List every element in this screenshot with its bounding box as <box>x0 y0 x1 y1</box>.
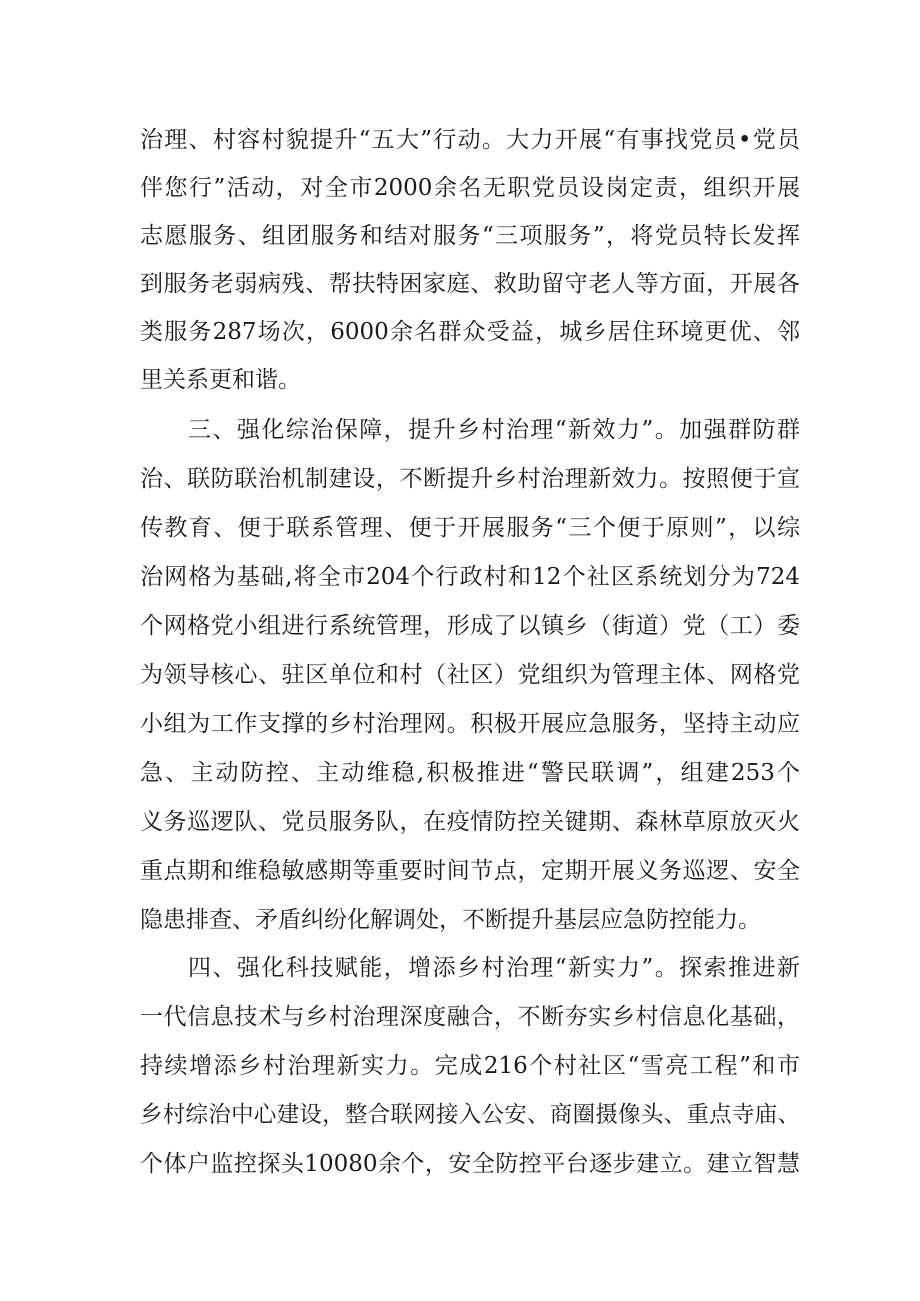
text-line: 义务巡逻队、党员服务队，在疫情防控关键期、森林草原放灭火 <box>140 809 800 835</box>
text-line: 一代信息技术与乡村治理深度融合，不断夯实乡村信息化基础， <box>140 1004 800 1030</box>
text-line: 乡村综治中心建设，整合联网接入公安、商圈摄像头、重点寺庙、 <box>140 1102 800 1128</box>
paragraph-heading-line: 三、强化综治保障，提升乡村治理“新效力”。加强群防群 <box>188 417 800 443</box>
text-line: 治、联防联治机制建设，不断提升乡村治理新效力。按照便于宣 <box>140 466 800 492</box>
text-line: 类服务287场次，6000余名群众受益，城乡居住环境更优、邻 <box>140 319 800 345</box>
text-line: 小组为工作支撑的乡村治理网。积极开展应急服务，坚持主动应 <box>140 711 800 737</box>
text-line: 持续增添乡村治理新实力。完成216个村社区“雪亮工程”和市 <box>140 1053 800 1079</box>
paragraph-heading-line: 四、强化科技赋能，增添乡村治理“新实力”。探索推进新 <box>188 955 800 981</box>
text-line: 里关系更和谐。 <box>140 367 301 393</box>
text-line: 治网格为基础,将全市204个行政村和12个社区系统划分为724 <box>140 564 800 590</box>
text-line: 志愿服务、组团服务和结对服务“三项服务”，将党员特长发挥 <box>140 223 800 249</box>
text-line: 伴您行”活动，对全市2000余名无职党员设岗定责，组织开展 <box>140 175 800 201</box>
text-line: 到服务老弱病残、帮扶特困家庭、救助留守老人等方面，开展各 <box>140 271 800 297</box>
text-line: 个网格党小组进行系统管理，形成了以镇乡（街道）党（工）委 <box>140 613 800 639</box>
text-line: 治理、村容村貌提升“五大”行动。大力开展“有事找党员•党员 <box>140 127 800 153</box>
text-line: 为领导核心、驻区单位和村（社区）党组织为管理主体、网格党 <box>140 662 800 688</box>
text-line: 重点期和维稳敏感期等重要时间节点，定期开展义务巡逻、安全 <box>140 858 800 884</box>
text-line: 隐患排查、矛盾纠纷化解调处，不断提升基层应急防控能力。 <box>140 907 761 933</box>
text-line: 急、主动防控、主动维稳,积极推进“警民联调”，组建253个 <box>140 760 800 786</box>
text-line: 传教育、便于联系管理、便于开展服务“三个便于原则”，以综 <box>140 515 800 541</box>
text-line: 个体户监控探头10080余个，安全防控平台逐步建立。建立智慧 <box>140 1151 800 1177</box>
